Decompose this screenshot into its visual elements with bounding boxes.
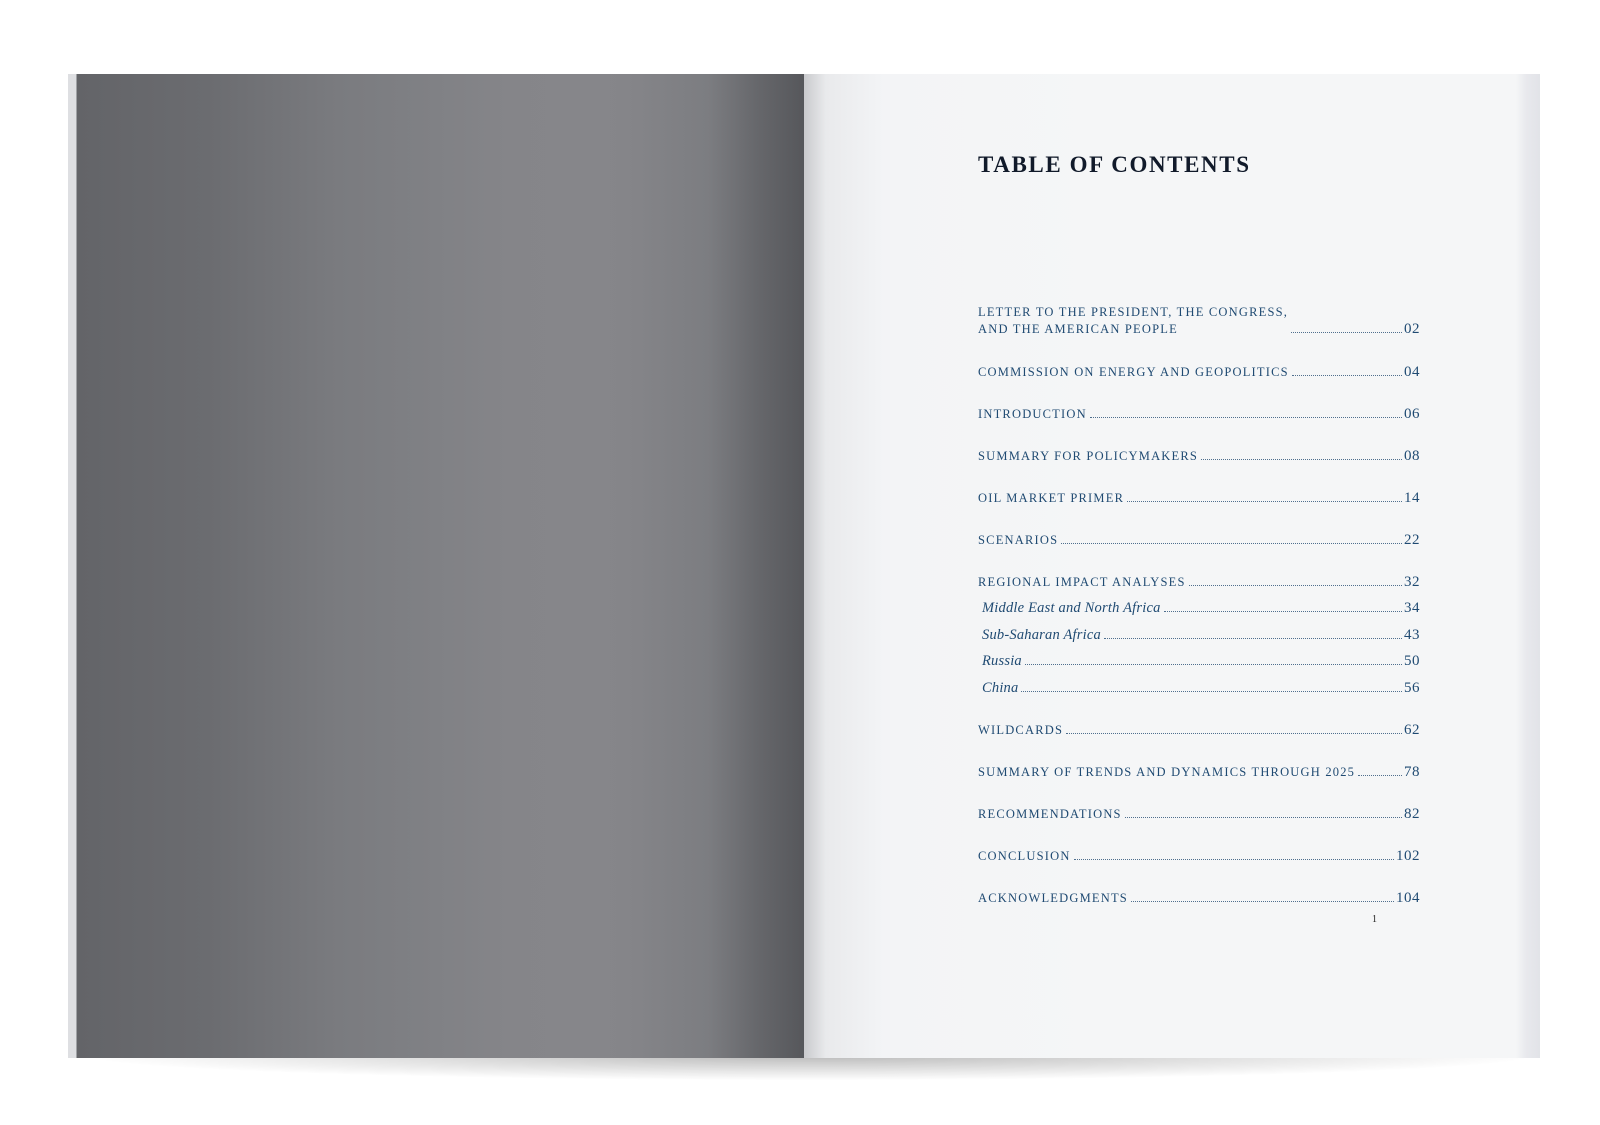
toc-entry-label: OIL MARKET PRIMER	[978, 491, 1125, 505]
toc-entry-wildcards[interactable]	[978, 722, 1420, 739]
toc-entry-page: 14	[1404, 490, 1420, 506]
toc-entry-label: SCENARIOS	[978, 533, 1059, 547]
toc-entry-page: 02	[1404, 321, 1420, 337]
leader-dots	[1291, 332, 1402, 333]
toc-entry-label: WILDCARDS	[978, 723, 1064, 737]
toc-entry-china[interactable]	[978, 680, 1420, 697]
toc-entry-label: SUMMARY OF TRENDS AND DYNAMICS THROUGH 2025	[978, 765, 1356, 779]
toc-entry-russia[interactable]	[978, 653, 1420, 670]
toc-entry-scenarios[interactable]	[978, 532, 1420, 549]
right-page	[804, 74, 1540, 1058]
leader-dots	[1025, 664, 1402, 665]
toc-entry-page: 08	[1404, 448, 1420, 464]
toc-entry-label: INTRODUCTION	[978, 407, 1087, 421]
toc-entry-label: SUMMARY FOR POLICYMAKERS	[978, 449, 1199, 463]
toc-entry-page: 32	[1404, 574, 1420, 590]
toc-entry-page: 43	[1404, 627, 1420, 643]
toc-entry-sub-saharan[interactable]	[978, 627, 1420, 644]
toc-entry-oil-market-primer[interactable]	[978, 490, 1420, 507]
leader-dots	[1021, 691, 1402, 692]
toc-entry-letter[interactable]	[978, 304, 1420, 338]
toc-entry-label: China	[982, 680, 1019, 696]
leader-dots	[1164, 611, 1402, 612]
toc-entry-introduction[interactable]	[978, 406, 1420, 423]
toc-entry-commission[interactable]	[978, 364, 1420, 381]
left-page	[68, 74, 804, 1058]
leader-dots	[1104, 638, 1402, 639]
toc-entry-label: Russia	[982, 653, 1022, 669]
toc-entry-page: 104	[1396, 890, 1420, 906]
leader-dots	[1189, 585, 1402, 586]
toc-entry-page: 82	[1404, 806, 1420, 822]
toc-entry-label: RECOMMENDATIONS	[978, 807, 1122, 821]
leader-dots	[1127, 501, 1402, 502]
leader-dots	[1201, 459, 1402, 460]
toc-entry-label: ACKNOWLEDGMENTS	[978, 891, 1128, 905]
toc-entry-label: REGIONAL IMPACT ANALYSES	[978, 575, 1186, 589]
leader-dots	[1090, 417, 1402, 418]
leader-dots	[1131, 901, 1394, 902]
toc-entry-page: 34	[1404, 600, 1420, 616]
toc-entry-summary-policymakers[interactable]	[978, 448, 1420, 465]
toc-entry-acknowledgments[interactable]	[978, 890, 1420, 907]
leader-dots	[1358, 775, 1402, 776]
toc-title: TABLE OF CONTENTS	[978, 152, 1251, 177]
toc-entry-label: Middle East and North Africa	[982, 600, 1161, 616]
toc-entry-page: 22	[1404, 532, 1420, 548]
toc-entry-label: Sub-Saharan Africa	[982, 627, 1101, 643]
toc-entry-label: COMMISSION ON ENERGY AND GEOPOLITICS	[978, 365, 1289, 379]
toc-entry-label: LETTER TO THE PRESIDENT, THE CONGRESS,	[978, 305, 1289, 319]
page-number: 1	[1372, 914, 1377, 925]
leader-dots	[1074, 859, 1394, 860]
open-book	[68, 74, 1540, 1058]
leader-dots	[1125, 817, 1402, 818]
toc-entry-page: 04	[1404, 364, 1420, 380]
toc-entry-page: 78	[1404, 764, 1420, 780]
toc-entry-page: 06	[1404, 406, 1420, 422]
toc-entry-recommendations[interactable]	[978, 806, 1420, 823]
toc-entry-regional-impact[interactable]	[978, 574, 1420, 591]
leader-dots	[1061, 543, 1402, 544]
toc-entry-summary-trends[interactable]	[978, 764, 1420, 781]
toc-entry-mena[interactable]	[978, 600, 1420, 617]
toc-entry-page: 50	[1404, 653, 1420, 669]
toc-entry-page: 56	[1404, 680, 1420, 696]
leader-dots	[1066, 733, 1402, 734]
toc-entry-label: AND THE AMERICAN PEOPLE	[978, 322, 1178, 336]
leader-dots	[1292, 375, 1402, 376]
toc-entry-page: 62	[1404, 722, 1420, 738]
toc-entry-label: CONCLUSION	[978, 849, 1071, 863]
toc-entry-conclusion[interactable]	[978, 848, 1420, 865]
toc-entry-page: 102	[1396, 848, 1420, 864]
